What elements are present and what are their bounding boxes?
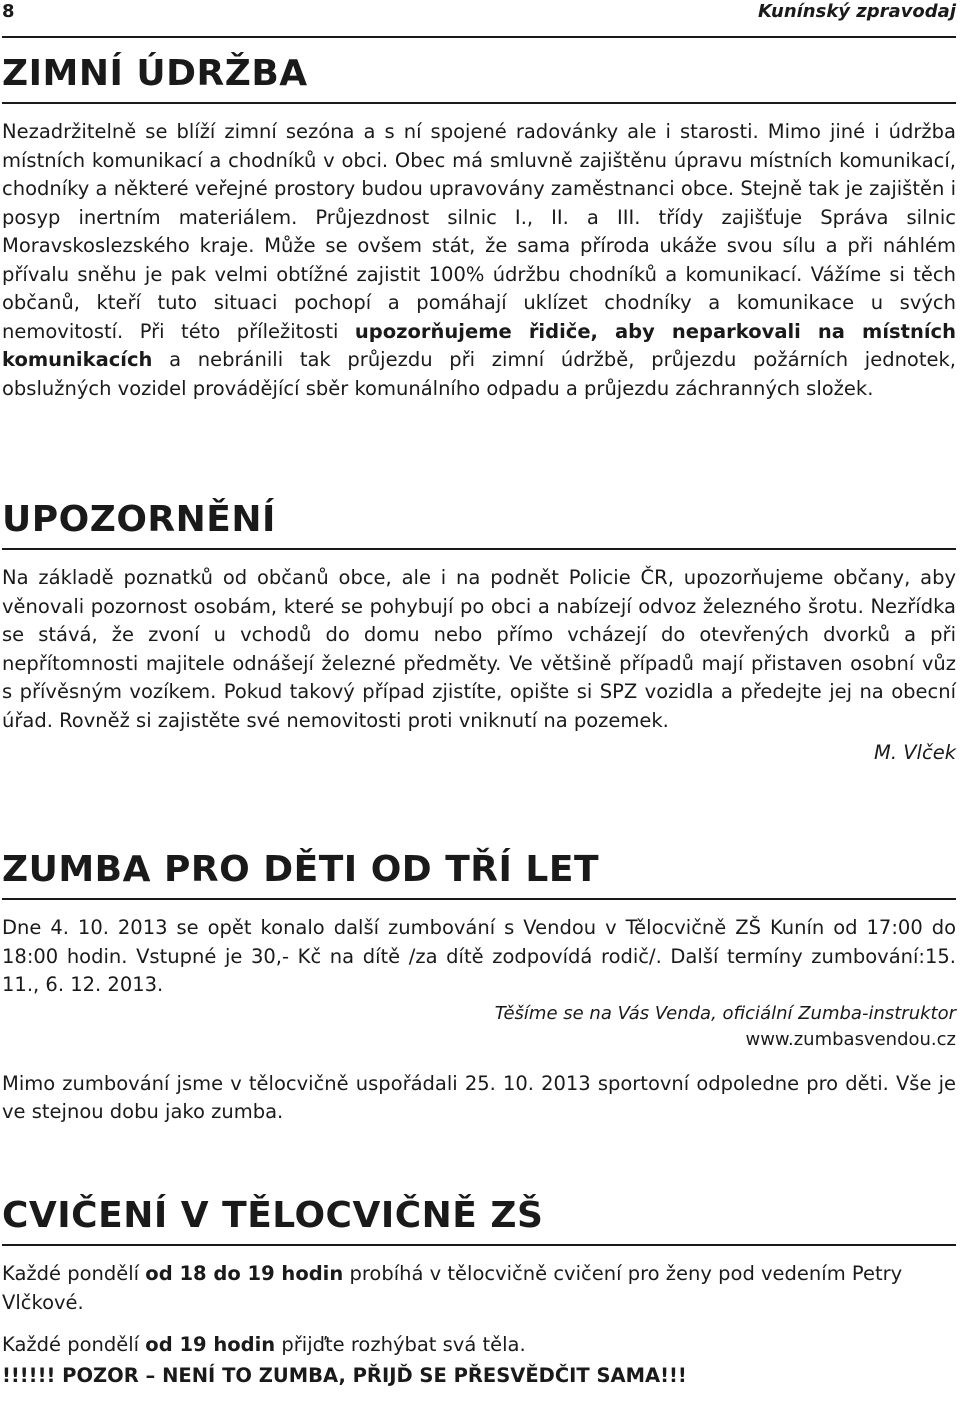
article-emphasis: upozorňujeme řidiče, aby neparkovali na místních komunikacích bbox=[2, 319, 956, 371]
schedule-text: Každé pondělí bbox=[2, 1333, 140, 1356]
schedule-text-end: probíhá v tělocvičně cvičení pro ženy pod vedením Petry Vlčkové. bbox=[2, 1262, 903, 1314]
section-rule bbox=[2, 102, 956, 104]
article-body-2 bbox=[2, 1331, 956, 1360]
section-title: UPOZORNĚNÍ bbox=[2, 499, 276, 540]
article-text-end: a nebránili tak průjezdu při zimní údržbě, průjezdu požárních jednotek, obslužných vozidel provádějící sběr komunálního odpadu a průjezdu záchranných složek. bbox=[2, 348, 956, 400]
publication-title: Kunínský zpravodaj bbox=[758, 1, 956, 22]
website-link[interactable]: www.zumbasvendou.cz bbox=[745, 1028, 956, 1050]
author-signature: M. Vlček bbox=[874, 741, 956, 764]
article-body bbox=[2, 118, 956, 403]
article-body: Na základě poznatků od občanů obce, ale i na podnět Policie ČR, upozorňujeme občany, aby věnovali pozornost osobám, které se pohybují po obci a nabízejí odvoz železného šrotu. Nezřídka se stává, že zvoní u vchodů do domu nebo přímo vcházejí do otevřených dvorků a při nepřítomnosti majitele odnášejí železné předměty. Ve většině případů mají přistaven osobní vůz s přívěsným vozíkem. Pokud takový případ zjistíte, opište si SPZ vozidla a předejte jej na obecní úřad. Rovněž si zajistěte své nemovitosti proti vniknutí na pozemek. bbox=[2, 566, 956, 732]
section-rule bbox=[2, 548, 956, 550]
schedule-text-end: přijďte rozhýbat svá těla. bbox=[281, 1333, 526, 1356]
section-title: ZUMBA PRO DĚTI OD TŘÍ LET bbox=[2, 849, 600, 890]
article-body: Dne 4. 10. 2013 se opět konalo další zumbování s Vendou v Tělocvičně ZŠ Kunín od 17:00 do 18:00 hodin. Vstupné je 30,- Kč na dítě /za dítě zodpovídá rodič/. Další termíny zumbování:15. 11., 6. 12. 2013. bbox=[2, 916, 956, 996]
section-zumba bbox=[2, 850, 956, 1127]
section-rule bbox=[2, 1244, 956, 1246]
schedule-time: od 19 hodin bbox=[145, 1333, 276, 1356]
article-body-2: Mimo zumbování jsme v tělocvičně uspořádali 25. 10. 2013 sportovní odpoledne pro děti. Vše je ve stejnou dobu jako zumba. bbox=[2, 1071, 956, 1123]
article-body bbox=[2, 1260, 956, 1317]
warning-text: !!!!!! POZOR – NENÍ TO ZUMBA, PŘIJĎ SE PŘESVĚDČIT SAMA!!! bbox=[2, 1363, 687, 1387]
section-title: ZIMNÍ ÚDRŽBA bbox=[2, 53, 308, 94]
page-number: 8 bbox=[2, 1, 15, 22]
instructor-greeting: Těšíme se na Vás Venda, oficiální Zumba-instruktor bbox=[494, 1002, 956, 1024]
article-text: Nezadržitelně se blíží zimní sezóna a s ní spojené radovánky ale i starosti. Mimo jiné i údržba místních komunikací a chodníků v obci. Obec má smluvně zajištěnu úpravu místních komunikací, chodníky a některé veřejné prostory budou upravovány zaměstnanci obce. Stejně tak je zajištěn i posyp inertním materiálem. Průjezdnost silnic I., II. a III. třídy zajišťuje Správa silnic Moravskoslezského kraje. Může se ovšem stát, že sama příroda ukáže svou sílu a při náhlém přívalu sněhu je pak velmi obtížné zajistit 100% údržbu chodníků a komunikací. Vážíme si těch občanů, kteří tuto situaci pochopí a pomáhají uklízet chodníky a komunikace u svých nemovitostí. Při této příležitosti bbox=[2, 120, 956, 343]
section-winter-maintenance bbox=[2, 54, 956, 403]
schedule-time: od 18 do 19 hodin bbox=[145, 1262, 344, 1285]
section-gym-exercise bbox=[2, 1196, 956, 1390]
section-title: CVIČENÍ V TĚLOCVIČNĚ ZŠ bbox=[2, 1195, 544, 1236]
schedule-text: Každé pondělí bbox=[2, 1262, 140, 1285]
section-rule bbox=[2, 898, 956, 900]
section-warning bbox=[2, 500, 956, 767]
page-header bbox=[2, 0, 956, 38]
